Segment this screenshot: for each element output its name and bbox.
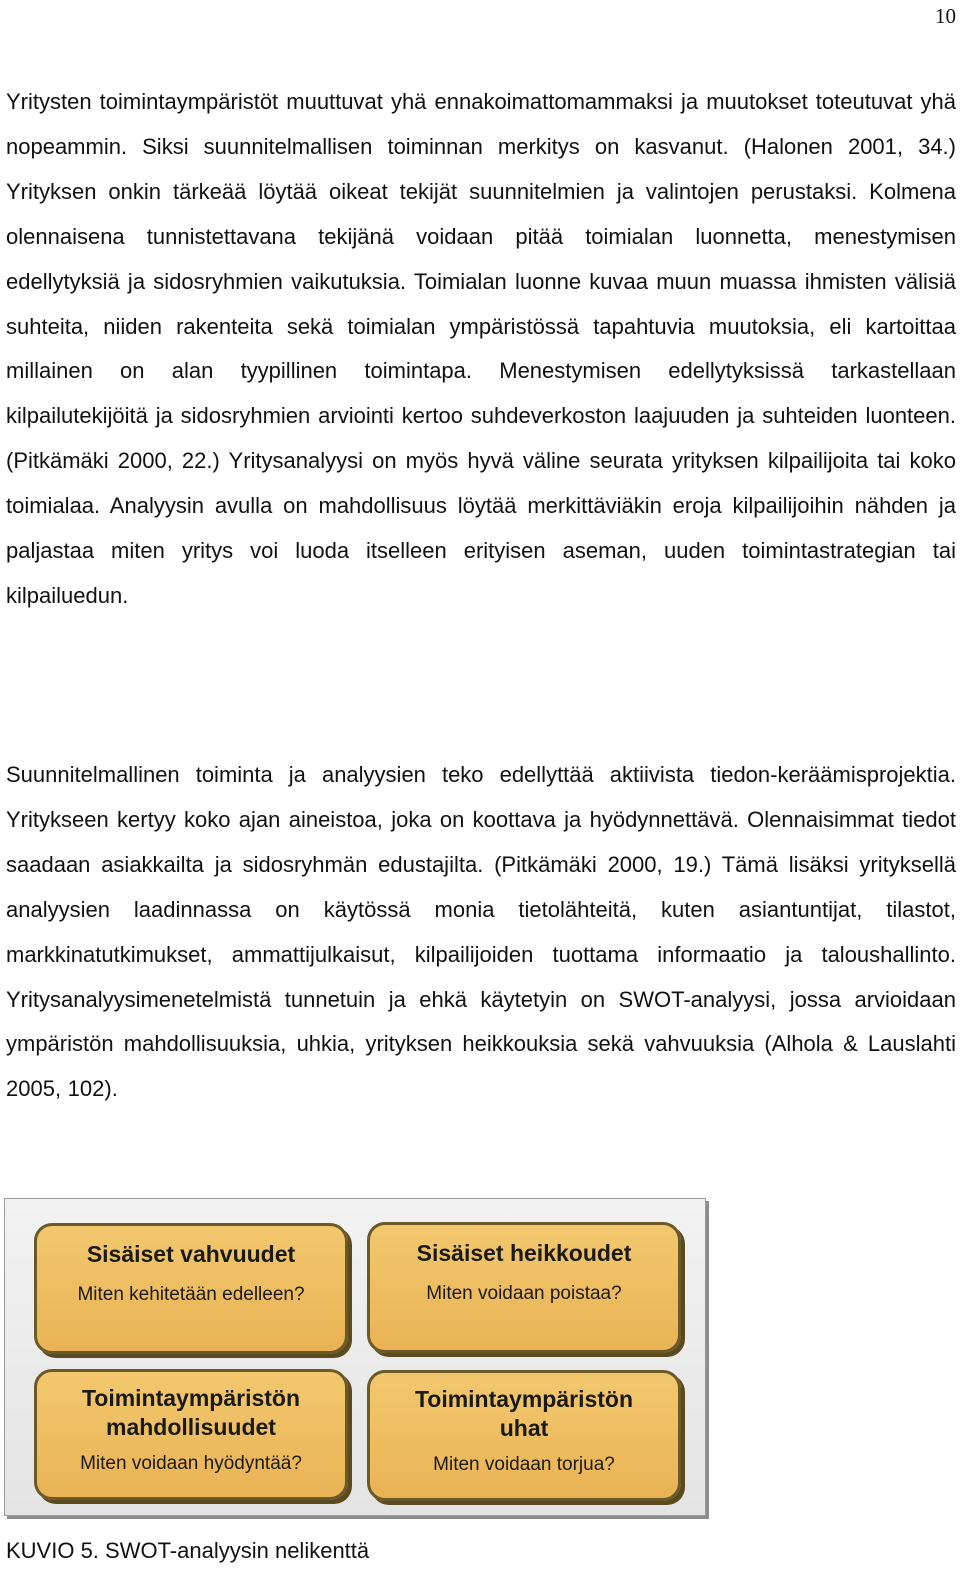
swot-strengths-question: Miten kehitetään edelleen? [77, 1284, 305, 1305]
swot-weaknesses-box [367, 1222, 681, 1353]
swot-threats-question: Miten voidaan torjua? [433, 1454, 615, 1475]
body-paragraph-1: Yritysten toimintaympäristöt muuttuvat yhä ennakoimattomammaksi ja muutokset toteutuvat yhä nopeammin. Siksi suunnitelmallisen toiminnan merkitys on kasvanut. (Halonen 2001, 34.) Yrityksen onkin tärkeää löytää oikeat tekijät suunnitelmien ja valintojen perustaksi. Kolmena olennaisena tunnistettavana tekijänä voidaan pitää toimialan luonnetta, menestymisen edellytyksiä ja sidosryhmien vaikutuksia. Toimialan luonne kuvaa muun muassa ihmisten välisiä suhteita, niiden rakenteita sekä toimialan ympäristössä tapahtuvia muutoksia, eli kartoittaa millainen on alan tyypillinen toimintapa. Menestymisen edellytyksissä tarkastellaan kilpailutekijöitä ja sidosryhmien arviointi kertoo suhdeverkoston laajuuden ja suhteiden luonteen. (Pitkämäki 2000, 22.) Yritysanalyysi on myös hyvä väline seurata yrityksen kilpailijoita tai koko toimialaa. Analyysin avulla on mahdollisuus löytää merkittäviäkin eroja kilpailijoihin nähden ja paljastaa miten yritys voi luoda itselleen erityisen aseman, uuden toimintastrategian tai kilpailuedun. [6, 89, 956, 608]
swot-weaknesses-title: Sisäiset heikkoudet [416, 1240, 632, 1266]
body-paragraph-2: Suunnitelmallinen toiminta ja analyysien teko edellyttää aktiivista tiedon-keräämisprojektia. Yritykseen kertyy koko ajan aineistoa, joka on koottava ja hyödynnettävä. Olennaisimmat tiedot saadaan asiakkailta ja sidosryhmän edustajilta. (Pitkämäki 2000, 19.) Tämä lisäksi yrityksellä analyysien laadinnassa on käytössä monia tietolähteitä, kuten asiantuntijat, tilastot, markkinatutkimukset, ammattijulkaisut, kilpailijoiden tuottama informaatio ja taloushallinto. Yritysanalyysimenetelmistä tunnetuin ja ehkä käytetyin on SWOT-analyysi, jossa arvioidaan ympäristön mahdollisuuksia, uhkia, yrityksen heikkouksia sekä vahvuuksia (Alhola & Lauslahti 2005, 102). [6, 762, 956, 1102]
swot-opportunities-question: Miten voidaan hyödyntää? [80, 1453, 302, 1474]
swot-strengths-box [34, 1223, 348, 1354]
swot-opportunities-box [34, 1369, 348, 1500]
swot-opportunities-title-line2: mahdollisuudet [106, 1414, 276, 1440]
swot-diagram [4, 1198, 706, 1516]
swot-threats-title [370, 1385, 678, 1443]
swot-strengths-title: Sisäiset vahvuudet [86, 1241, 296, 1267]
swot-weaknesses-question: Miten voidaan poistaa? [426, 1283, 622, 1304]
swot-opportunities-title [37, 1384, 345, 1442]
swot-opportunities-title-line1: Toimintaympäristön [81, 1385, 301, 1411]
swot-threats-title-line2: uhat [499, 1415, 549, 1441]
swot-threats-box [367, 1370, 681, 1501]
page-number: 10 [935, 4, 956, 28]
swot-threats-title-line1: Toimintaympäristön [414, 1386, 634, 1412]
figure-caption: KUVIO 5. SWOT-analyysin nelikenttä [6, 1538, 370, 1563]
